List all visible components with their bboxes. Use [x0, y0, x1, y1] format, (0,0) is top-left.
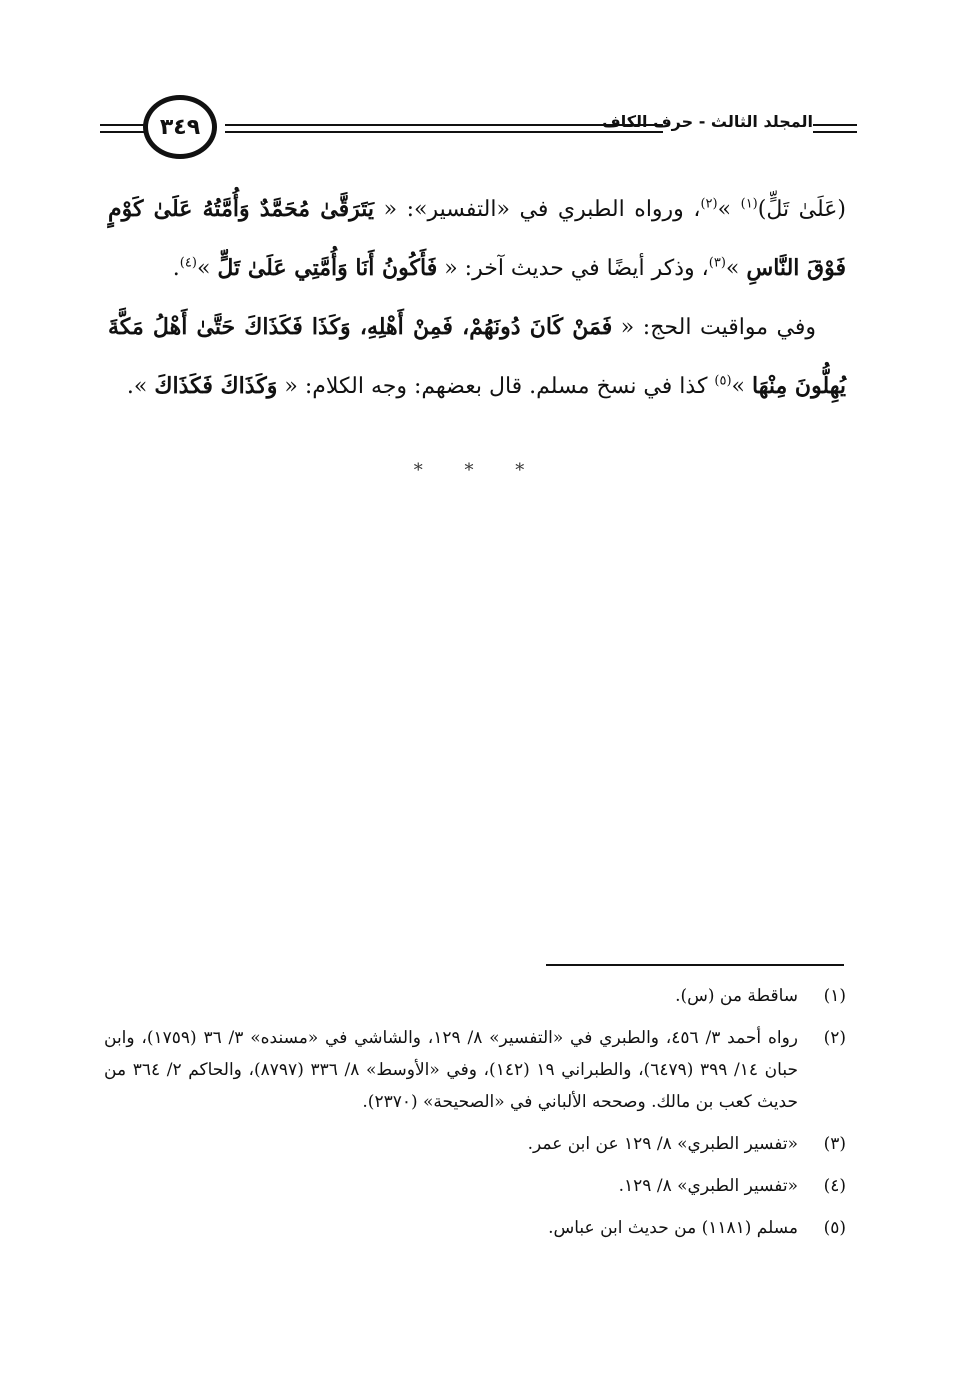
text-run: » — [725, 256, 747, 281]
footnote — [104, 1022, 846, 1118]
footnote-text: رواه أحمد ٣/ ٤٥٦، والطبري في «التفسير» ٨/ ١٢٩، والشاشي في «مسنده» ٣/ ٣٦ (١٧٥٩)، وابن حبان ١٤/ ٣٩٩ (٦٤٧٩)، والطبراني ١٩ (١٤٢)، وفي «الأوسط» ٨/ ٣٣٦ (٨٧٩٧)، والحاكم ٢/ ٣٦٤ من حديث كعب بن مالك. وصححه الألباني في «الصحيحة» (٢٣٧٠). — [104, 1028, 798, 1112]
footnote-number: (٤) — [823, 1176, 846, 1196]
hadith-quote: فَأَكُونُ أَنَا وَأُمَّتِي عَلَىٰ تَلٍّ — [217, 255, 438, 281]
header-rule — [813, 124, 857, 126]
footnote — [104, 1170, 846, 1202]
header-rule — [813, 131, 857, 133]
header-rule — [100, 131, 145, 133]
page-number: ٣٤٩ — [143, 95, 217, 159]
footnote-text: ساقطة من (س). — [675, 986, 798, 1006]
hadith-quote: فَمَنْ كَانَ دُونَهُمْ، فَمِنْ أَهْلِهِ، وَكَذَا فَكَذَاكَ حَتَّىٰ أَهْلُ مَكَّةَ يُهِلُّونَ مِنْهَا — [108, 314, 846, 399]
paragraph-1 — [108, 180, 846, 298]
section-separator: * * * — [413, 460, 543, 481]
header-rule — [100, 124, 145, 126]
text-run: . — [172, 256, 180, 281]
header-rule — [225, 131, 663, 133]
text-run: » — [731, 374, 752, 399]
text-run: وفي مواقيت الحج: « — [612, 315, 816, 340]
text-run: » — [196, 256, 218, 281]
text-run: » — [717, 197, 741, 222]
footnote-ref[interactable]: (١) — [740, 196, 758, 212]
footnote — [104, 1212, 846, 1244]
footnote-number: (٥) — [823, 1218, 846, 1238]
page-header — [100, 100, 860, 160]
text-run: (عَلَىٰ تَلٍّ) — [757, 197, 846, 222]
text-run: ». — [126, 374, 155, 399]
footnote-text: «تفسير الطبري» ٨/ ١٢٩ عن ابن عمر. — [527, 1134, 798, 1154]
footnote — [104, 1128, 846, 1160]
footnotes — [104, 980, 846, 1254]
footnote-ref[interactable]: (٤) — [179, 255, 197, 271]
footnote-text: «تفسير الطبري» ٨/ ١٢٩. — [618, 1176, 798, 1196]
footnote-ref[interactable]: (٢) — [700, 196, 718, 212]
hadith-quote: يَتَرَقَّىٰ مُحَمَّدٌ وَأُمَّتُهُ عَلَىٰ كَوْمٍ فَوْقَ النَّاسِ — [108, 196, 846, 281]
header-rule — [225, 124, 663, 126]
footnote-ref[interactable]: (٣) — [708, 255, 726, 271]
footnote-number: (٢) — [823, 1028, 846, 1048]
main-text — [108, 180, 846, 416]
paragraph-2 — [108, 298, 846, 416]
hadith-quote: وَكَذَاكَ فَكَذَاكَ — [154, 373, 278, 399]
footnote-number: (٣) — [823, 1134, 846, 1154]
footnote-ref[interactable]: (٥) — [714, 373, 732, 389]
footnote — [104, 980, 846, 1012]
footnote-rule — [546, 964, 844, 966]
footnote-text: مسلم (١١٨١) من حديث ابن عباس. — [548, 1218, 798, 1238]
text-run: ، وذكر أيضًا في حديث آخر: « — [437, 256, 709, 281]
footnote-number: (١) — [823, 986, 846, 1006]
running-title: المجلد الثالث - حرف الكاف — [602, 112, 813, 131]
text-run: ، ورواه الطبري في «التفسير»: « — [374, 197, 701, 222]
text-run: كذا في نسخ مسلم. قال بعضهم: وجه الكلام: « — [277, 374, 715, 399]
